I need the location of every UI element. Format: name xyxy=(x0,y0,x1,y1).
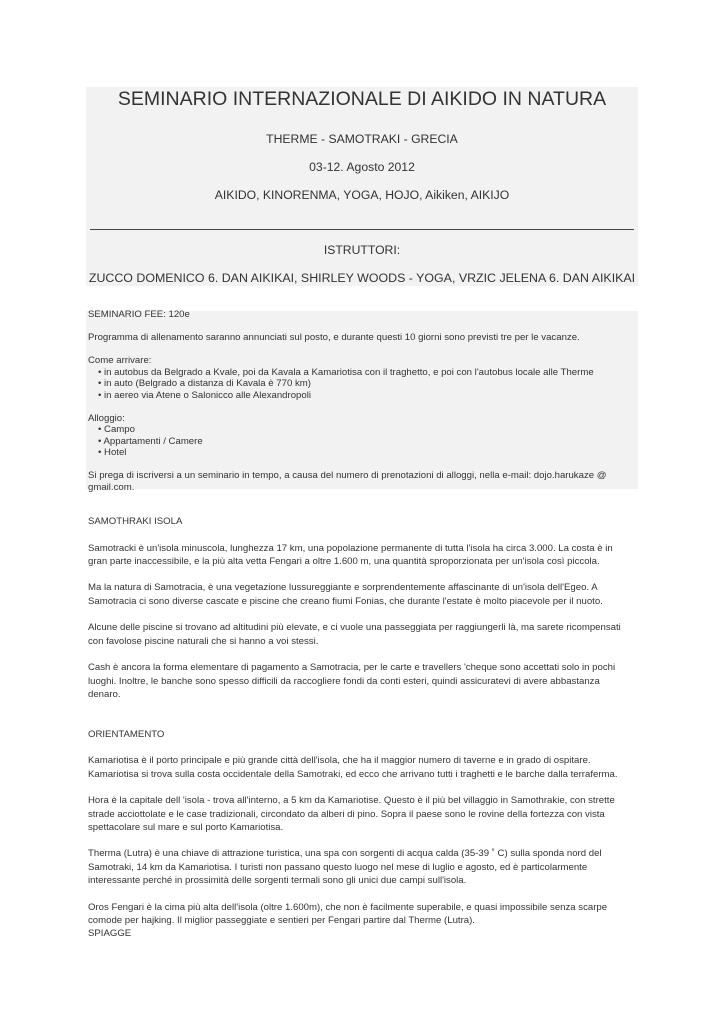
program-line: Programma di allenamento saranno annunciati sul posto, e durante questi 10 giorni sono previsti tre per le vacanze. xyxy=(88,332,580,343)
paragraph-line: Ma la natura di Samotracia, è una vegetazione lussureggiante e sorprendentemente affascinante di un'isola dell'Egeo. A xyxy=(88,582,598,594)
arrival-item: • in autobus da Belgrado a Kvale, poi da Kavala a Kamariotisa con il traghetto, e poi con l'autobus locale alle Therme xyxy=(98,366,594,378)
paragraph-line: Therma (Lutra) è una chiave di attrazione turistica, una spa con sorgenti di acqua calda (35-39 ˚ C) sulla sponda nord del xyxy=(88,848,602,860)
seminar-info xyxy=(88,309,633,493)
arrival-item: • in aereo via Atene o Salonicco alle Alexandropoli xyxy=(98,389,311,401)
header-divider xyxy=(90,229,634,230)
paragraph-line: Oros Fengari è la cima più alta dell'isola (oltre 1.600m), che non è facilmente superabile, e quasi impossibile senza scarpe xyxy=(88,901,608,913)
paragraph-line: Samotraki, 14 km da Kamariotisa. I turisti non passano questo luogo nel mese di luglio e agosto, ed è particolarmente xyxy=(88,861,588,873)
paragraph-line: Alcune delle piscine si trovano ad altitudini più elevate, e ci vuole una passeggiata per raggiungerli là, ma sarete ricompensati xyxy=(88,622,621,634)
register-email-line: gmail.com. xyxy=(88,481,135,493)
arrival-item: • in auto (Belgrado a distanza di Kavala è 770 km) xyxy=(98,378,311,389)
paragraph-line: spettacolare sul mare e sul porto Kamariotisa. xyxy=(88,821,284,833)
register-line: Si prega di iscriversi a un seminario in tempo, a causa del numero di prenotazioni di alloggi, nella e-mail: dojo.harukaze @ xyxy=(88,470,607,481)
paragraph-line: Samotracki è un'isola minuscola, lunghezza 17 km, una popolazione permanente di tutta l'isola ha circa 3.000. La costa è in xyxy=(88,542,613,554)
lodging-item: • Hotel xyxy=(98,447,127,458)
arrival-heading: Come arrivare: xyxy=(88,355,152,366)
dates-line: 03-12. Agosto 2012 xyxy=(309,160,415,174)
article-body xyxy=(88,515,636,941)
lodging-heading: Alloggio: xyxy=(88,412,125,424)
paragraph-line: gran parte inaccessibile, e la più alta vetta Fengari a oltre 1.600 m, una quantità sproporzionata per un'isola così piccola. xyxy=(88,555,600,567)
section-heading-spiagge: SPIAGGE xyxy=(88,928,132,940)
section-heading-orientamento: ORIENTAMENTO xyxy=(88,728,165,740)
location-line: THERME - SAMOTRAKI - GRECIA xyxy=(266,132,458,146)
section-heading-samothraki: SAMOTHRAKI ISOLA xyxy=(88,516,183,527)
paragraph-line: interessante perché in prossimità delle sorgenti termali sono gli unici due campi sull'isola. xyxy=(88,875,467,887)
lodging-item: • Appartamenti / Camere xyxy=(98,435,203,447)
paragraph-line: Cash è ancora la forma elementare di pagamento a Samotracia, per le carte e travellers 'cheque sono accettati solo in pochi xyxy=(88,662,616,674)
paragraph-line: con favolose piscine naturali che si hanno a voi stessi. xyxy=(88,635,319,647)
paragraph-line: denaro. xyxy=(88,688,121,700)
paragraph-line: luoghi. Inoltre, le banche sono spesso difficili da raccogliere fondi da conti esteri, quindi assicuratevi di avere abbastanza xyxy=(88,675,600,687)
paragraph-line: Hora è la capitale dell 'isola - trova all'interno, a 5 km da Kamariotise. Questo è il più bel villaggio in Samothrakie, con strette xyxy=(88,795,615,807)
paragraph-line: Kamariotisa si trova sulla costa occidentale della Samotraki, ed ecco che arrivano tutti i traghetti e le barche dalla terraferma. xyxy=(88,768,618,780)
paragraph-line: Kamariotisa è il porto principale e più grande città dell'isola, che ha il maggior numero di taverne e in grado di ospitare. xyxy=(88,755,591,767)
paragraph-line: strade acciottolate e le case tradizionali, circondato da alberi di pino. Sopra il paese sono le rovine della fortezza con vista xyxy=(88,808,605,820)
instructors-heading: ISTRUTTORI: xyxy=(323,243,401,257)
paragraph-line: Samotracia ci sono diverse cascate e piscine che creano fiumi Fonias, che durante l'estate è molto piacevole per il nuoto. xyxy=(88,595,603,607)
paragraph-line: comode per hajking. Il miglior passeggiate e sentieri per Fengari partire dal Therme (Lutra). xyxy=(88,914,475,926)
page-title: SEMINARIO INTERNAZIONALE DI AIKIDO IN NATURA xyxy=(117,88,607,110)
lodging-item: • Campo xyxy=(98,424,135,435)
disciplines-line: AIKIDO, KINORENMA, YOGA, HOJO, Aikiken, AIKIJO xyxy=(214,188,510,202)
fee-line: SEMINARIO FEE: 120e xyxy=(88,309,190,320)
instructors-line: ZUCCO DOMENICO 6. DAN AIKIKAI, SHIRLEY WOODS - YOGA, VRZIC JELENA 6. DAN AIKIKAI xyxy=(88,271,636,285)
